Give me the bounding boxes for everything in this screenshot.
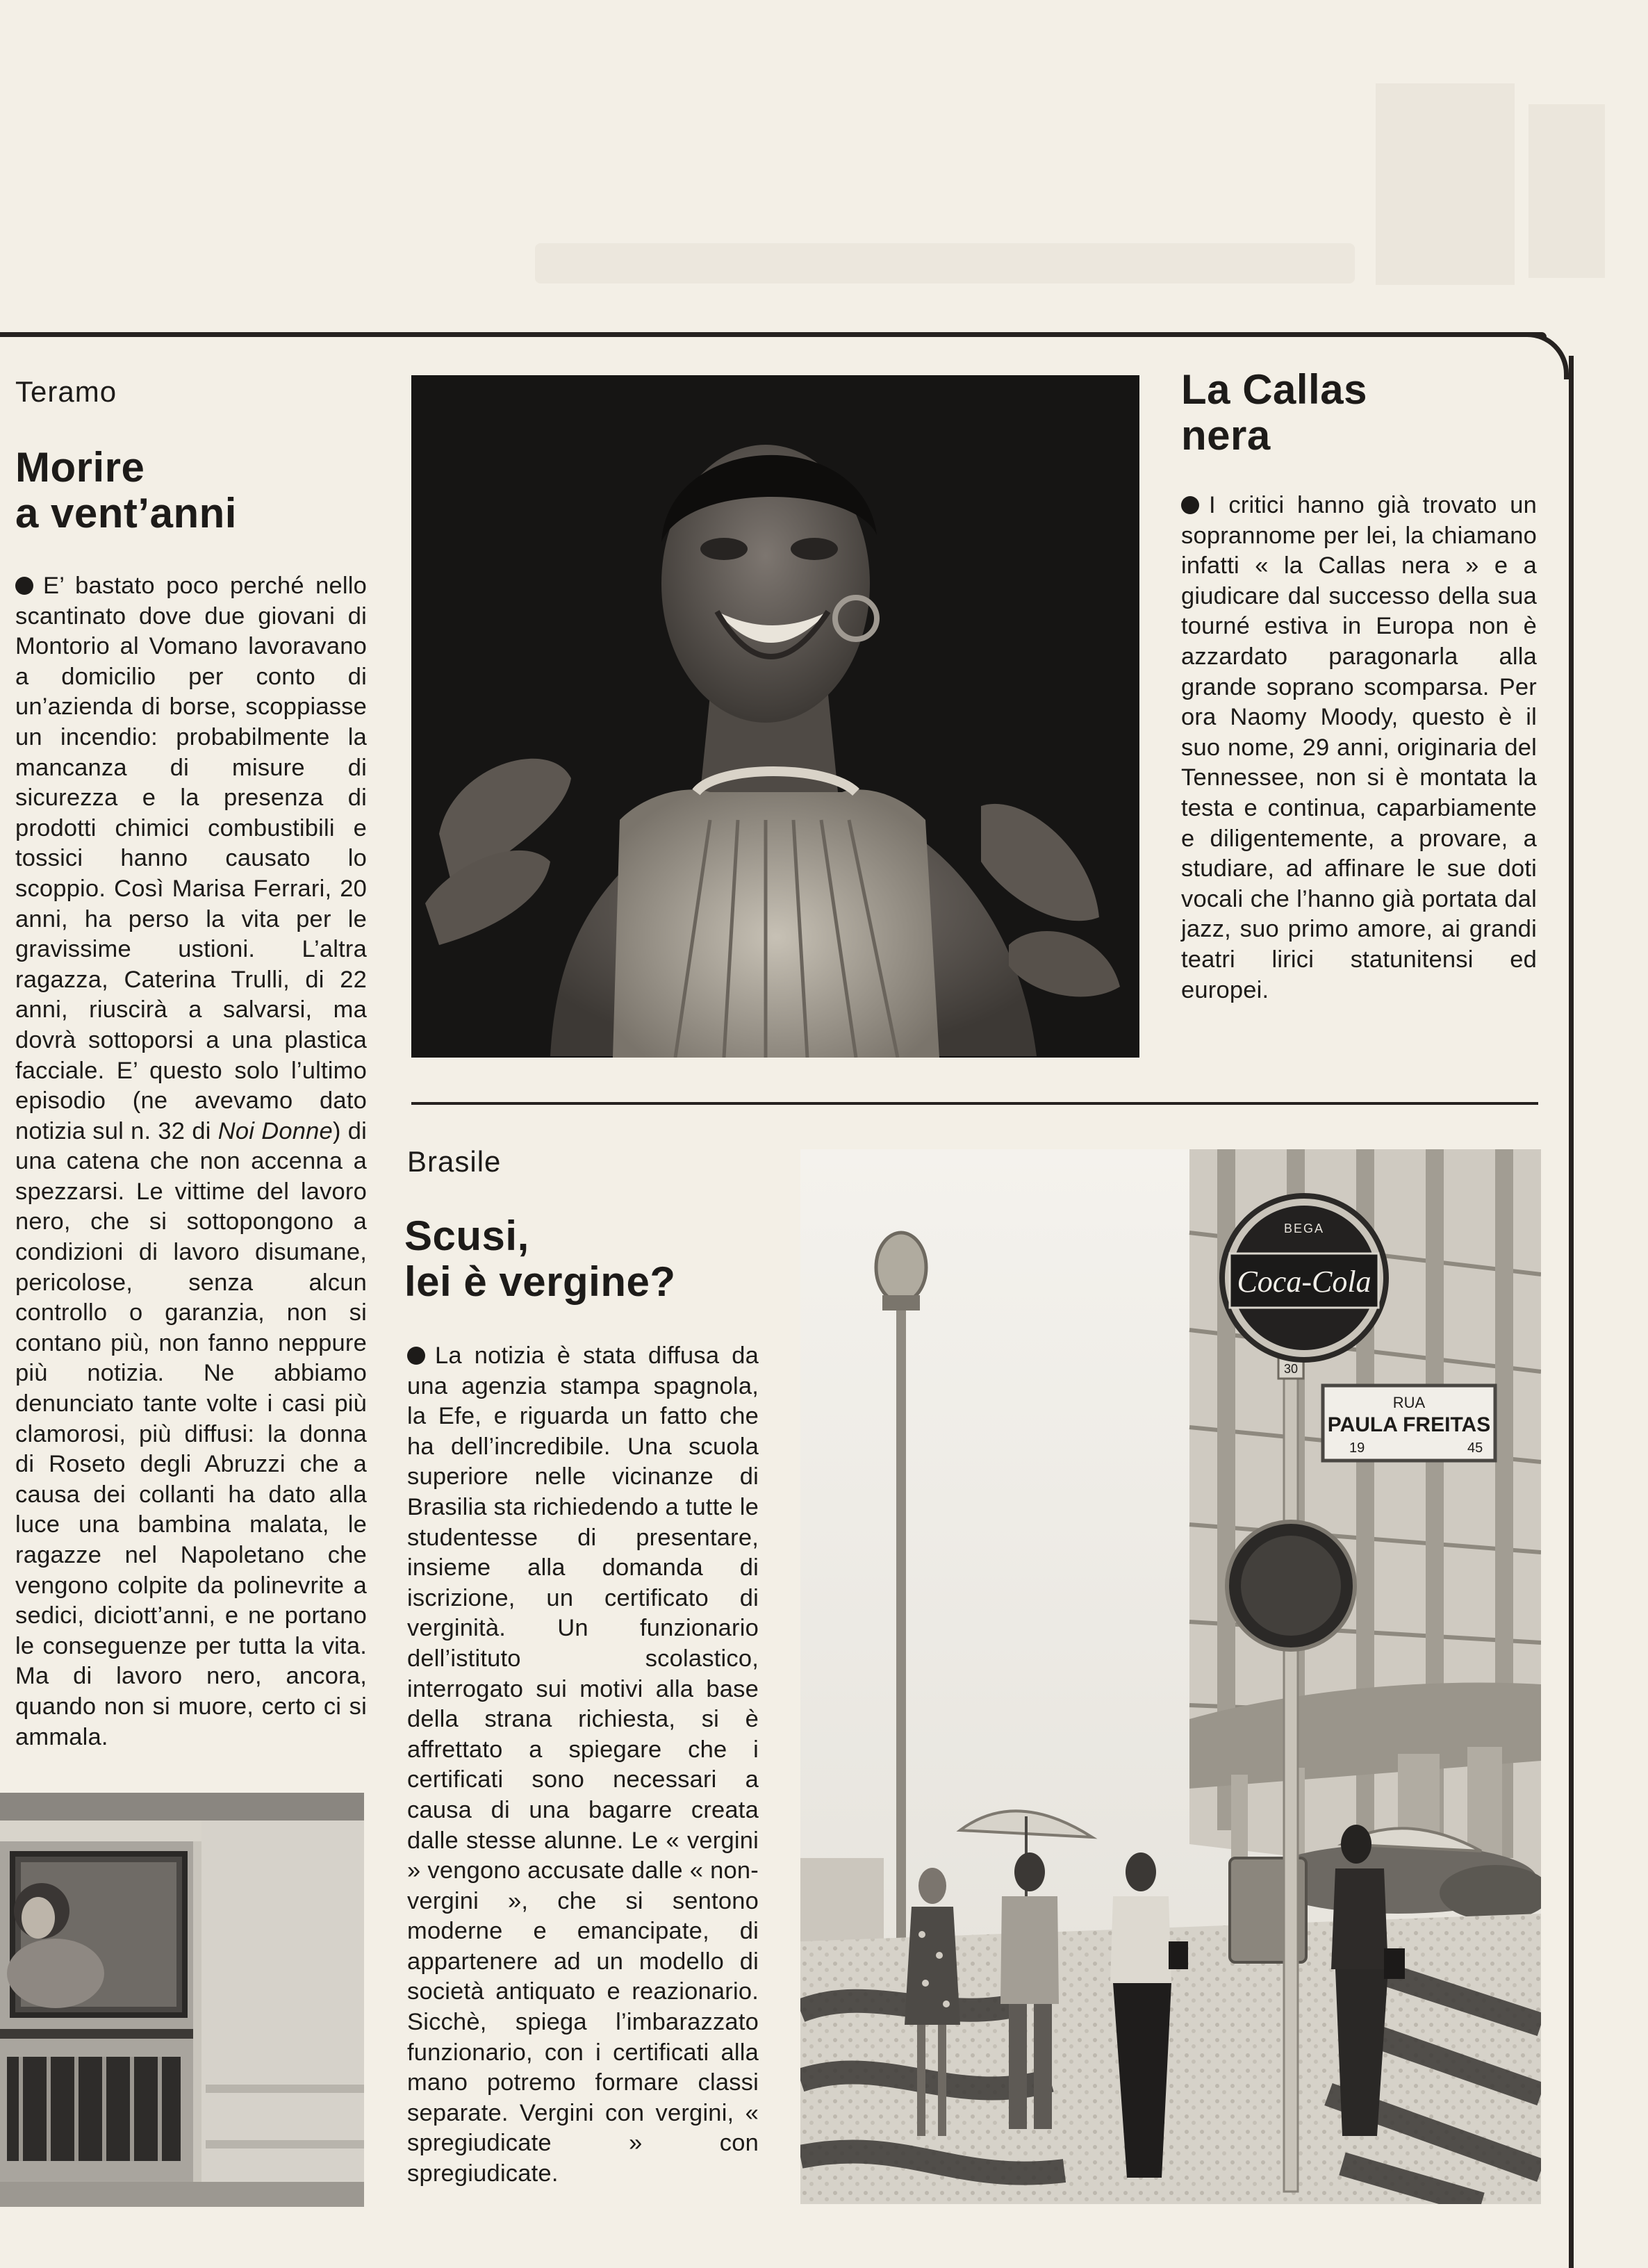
- brasile-headline-line2: lei è vergine?: [404, 1258, 676, 1305]
- teramo-headline-line2: a vent’anni: [15, 490, 237, 536]
- brasile-body: [407, 1341, 759, 2189]
- truck-photo: [0, 1793, 364, 2207]
- ghost-stroke: [535, 243, 1355, 284]
- teramo-kicker: Teramo: [15, 375, 117, 408]
- callas-headline: [1181, 367, 1367, 459]
- street-photo: [800, 1149, 1541, 2204]
- brasile-kicker: Brasile: [407, 1145, 502, 1178]
- street-sign-right-num: 45: [1467, 1440, 1483, 1456]
- brasile-headline-line1: Scusi,: [404, 1213, 529, 1259]
- brasile-body-text: La notizia è stata diffusa da una agenzia stampa spagnola, la Efe, e riguarda un fatto che ha dell’incredibile. Una scuola superiore nelle vicinanze di Brasilia sta richiedendo a tutte le studentesse di presentare, insieme alla domanda di iscrizione, un certificato di verginità. Un funzionario dell’istituto scolastico, interrogato sui motivi alla base della strana richiesta, si è affrettato a spiegare che i certificati sono necessari a causa di una bagarre creata dalle stesse alunne. Le « vergini » vengono accusate dalle « non-vergini », che si sentono moderne e emancipate, di appartenere ad un modello di società antiquato e reazionario. Sicchè, spiega l’imbarazzato funzionario, con i certificati alla mano potremo formare classi separate. Vergini con vergini, « spregiudicate » con spregiudicate.: [407, 1342, 759, 2187]
- bullet-icon: [15, 577, 33, 595]
- callas-headline-line2: nera: [1181, 412, 1271, 459]
- coca-cola-logo: Coca-Cola: [1237, 1265, 1371, 1299]
- bullet-icon: [407, 1347, 425, 1365]
- teramo-body: [15, 571, 367, 1752]
- callas-headline-line1: La Callas: [1181, 366, 1367, 413]
- street-sign-left-num: 19: [1349, 1440, 1365, 1456]
- magazine-title: Noi Donne: [217, 1117, 333, 1144]
- street-sign-name: PAULA FREITAS: [1327, 1413, 1491, 1436]
- bullet-icon: [1181, 496, 1199, 514]
- callas-body: [1181, 491, 1537, 1005]
- callas-body-text: I critici hanno già trovato un soprannome per lei, la chiamano infatti « la Callas nera » e a giudicare dal successo della sua tourné estiva in Europa non è azzardato paragonarla alla grande soprano scomparsa. Per ora Naomy Moody, questo è il suo nome, 29 anni, originaria del Tennessee, non si è montata la testa e continua, caparbiamente e diligentemente, a provare, a studiare, ad affinare le sue doti vocali che l’hanno già portata dal jazz, suo primo amore, ai grandi teatri lirici statunitensi ed europei.: [1181, 492, 1537, 1003]
- pole-number: 30: [1283, 1362, 1299, 1376]
- street-sign-rua: RUA: [1392, 1394, 1426, 1411]
- teramo-headline-line1: Morire: [15, 444, 145, 491]
- section-divider: [411, 1102, 1538, 1105]
- frame-right-rule: [1569, 356, 1574, 2268]
- brasile-headline: [404, 1213, 676, 1305]
- frame-top-rule: [0, 332, 1547, 337]
- teramo-body-part1: E’ bastato poco perché nello scantinato dove due giovani di Montorio al Vomano lavoravano a domicilio per conto di un’azienda di borse, scoppiasse un incendio: probabilmente la mancanza di misure di sicurezza e la presenza di prodotti chimici combustibili e tossici hanno causato lo scoppio. Così Marisa Ferrari, 20 anni, ha perso la vita per le gravissime ustioni. L’altra ragazza, Caterina Trulli, di 22 anni, riuscirà a salvarsi, ma dovrà sottoporsi a una plastica facciale. E’ questo solo l’ultimo episodio (ne avevamo dato notizia sul n. 32 di: [15, 573, 367, 1144]
- teramo-body-part2: ) di una catena che non accenna a spezzarsi. Le vittime del lavoro nero, che si sottopongono a condizioni di lavoro disumane, pericolose, senza alcun controllo o garanzia, non si contano più, non fanno neppure più notizia. Ne abbiamo denunciato tante volte i casi più clamorosi, più diffusi: la donna di Roseto degli Abruzzi che a causa dei collanti ha dato alla luce una bambina malata, le ragazze nel Napoletano che vengono colpite da polinevrite a sedici, diciott’anni, e ne portano le conseguenze per tutta la vita. Ma di lavoro nero, ancora, quando non si muore, certo ci si ammala.: [15, 1117, 367, 1750]
- singer-photo: [411, 375, 1139, 1058]
- ghost-block: [1376, 83, 1515, 285]
- frame-corner: [1522, 332, 1569, 379]
- teramo-headline: [15, 445, 237, 536]
- coca-cola-top: BEGA: [1283, 1222, 1325, 1235]
- ghost-block: [1528, 104, 1605, 278]
